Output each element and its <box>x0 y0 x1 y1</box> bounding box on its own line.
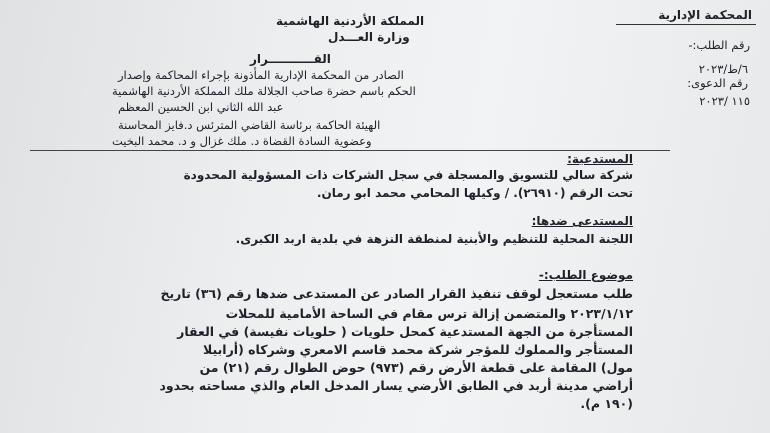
court-name: المحكمة الإدارية <box>658 8 752 22</box>
case-number-label: رقم الدعوى: <box>687 76 748 90</box>
section-divider <box>30 150 670 151</box>
decision-line: الحكم باسم حضرة صاحب الجلالة ملك المملكة الأردنية الهاشمية <box>112 84 416 98</box>
kingdom-title: المملكة الأردنية الهاشمية <box>276 14 425 28</box>
subject-title: موضوع الطلب:- <box>538 268 633 282</box>
request-number: ٦/ط/٢٠٢٣ <box>698 62 748 76</box>
claimant-title: المستدعية: <box>567 152 633 166</box>
court-name-underline <box>616 24 756 25</box>
subject-line: المستأجر والمملوك للمؤجر شركة محمد قاسم الامعري وشركاه (أرابيلا <box>203 342 633 357</box>
decision-title: القـــــــــــرار <box>250 52 331 66</box>
subject-line: أراضي مدينة أربد في الطابق الأرضي يسار المدخل العام والذي مساحته بحدود <box>159 378 633 393</box>
case-number: ١١٥ /٢٠٢٣ <box>699 94 750 108</box>
claimant-line: تحت الرقم (٢٦٩١٠). / وكيلها المحامي محمد ابو رمان. <box>316 186 633 200</box>
subject-line: المستأجرة من الجهة المستدعية كمحل حلويات ( حلويات نفيسة) في العقار <box>177 324 633 339</box>
subject-line: (١٩٠ م). <box>580 396 633 411</box>
respondent-title: المستدعى ضدها: <box>531 214 633 228</box>
respondent-line: اللجنة المحلية للتنظيم والأبنية لمنطقة النزهة في بلدية اربد الكبرى. <box>235 232 633 246</box>
panel-line: وعضوية السادة القضاة د. ملك غزال و د. محمد البخيت <box>112 134 372 148</box>
subject-line: طلب مستعجل لوقف تنفيذ القرار الصادر عن المستدعى ضدها رقم (٣٦) تاريخ <box>160 286 633 301</box>
claimant-line: شركة سالي للتسويق والمسجلة في سجل الشركات ذات المسؤولية المحدودة <box>183 168 633 182</box>
decision-line: عبد الله الثاني ابن الحسين المعظم <box>118 100 284 114</box>
subject-line: ٢٠٢٣/١/١٢ والمتضمن إزالة ترس مقام في الساحة الأمامية للمحلات <box>225 306 633 321</box>
panel-line: الهيئة الحاكمة برئاسة القاضي المترئس د.فايز المحاسنة <box>118 118 381 132</box>
subject-line: مول) المقامة على قطعة الأرض رقم (٩٧٣) حوض الطوال رقم (٢١) من <box>199 360 633 375</box>
request-number-label: رقم الطلب:- <box>688 38 750 52</box>
ministry-title: وزارة العـــدل <box>328 30 410 44</box>
decision-line: الصادر من المحكمة الإدارية المأذونة بإجراء المحاكمة وإصدار <box>118 68 404 82</box>
